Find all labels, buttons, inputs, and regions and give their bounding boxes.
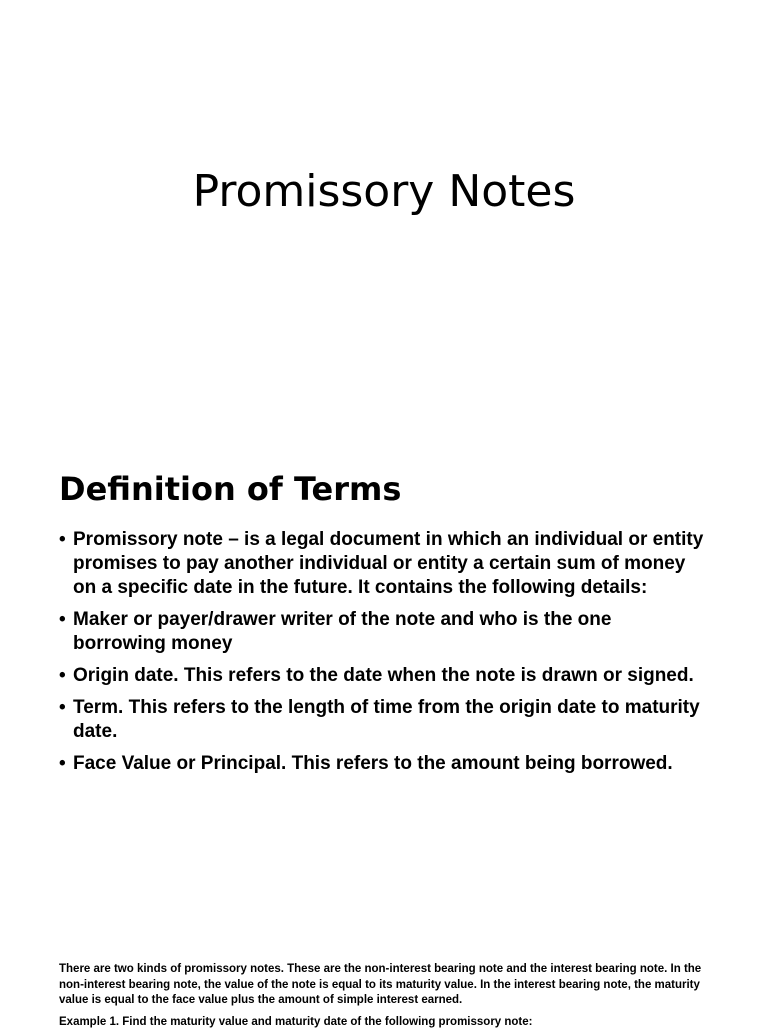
definition-item-face-value: • Face Value or Principal. This refers to the amount being borrowed. [59, 752, 709, 776]
definition-item-term: • Term. This refers to the length of time from the origin date to maturity date. [59, 696, 709, 744]
example-heading: Example 1. Find the maturity value and maturity date of the following promissory note: [59, 1016, 533, 1028]
page-title: Promissory Notes [192, 166, 576, 217]
definition-item-promissory-note: • Promissory note – is a legal document in which an individual or entity promises to pay another individual or entity a certain sum of money on a specific date in the future. It contains the following details: [59, 528, 709, 600]
kinds-paragraph: There are two kinds of promissory notes. These are the non-interest bearing note and the interest bearing note. In the non-interest bearing note, the value of the note is equal to its maturity value. In the interest bearing note, the maturity value is equal to the face value plus the amount of simple interest earned. [59, 963, 702, 1006]
definition-item-maker: • Maker or payer/drawer writer of the note and who is the one borrowing money [59, 608, 709, 656]
definition-list [59, 528, 709, 784]
section-heading: Definition of Terms [59, 470, 402, 508]
definition-item-origin-date: • Origin date. This refers to the date when the note is drawn or signed. [59, 664, 709, 688]
